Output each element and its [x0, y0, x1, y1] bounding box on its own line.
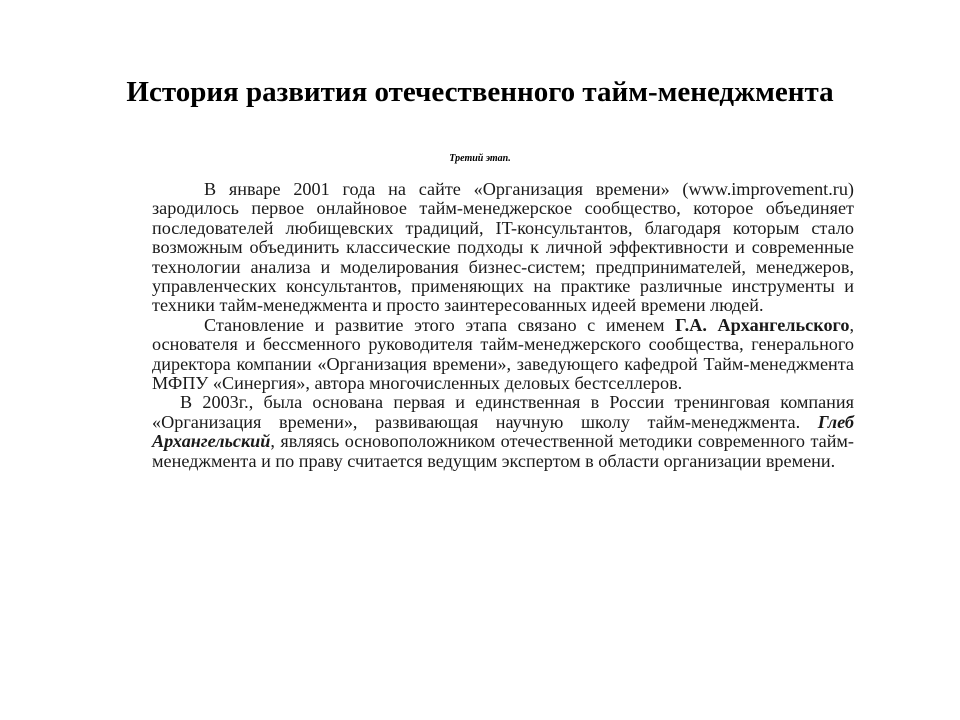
paragraph-3: [152, 393, 854, 471]
slide-title: История развития отечественного тайм-менеджмента: [126, 76, 834, 108]
paragraph-2-text-after: , основателя и бессменного руководителя тайм-менеджерского сообщества, генерального директора компании «Организация времени», заведующего кафедрой Тайм-менеджмента МФПУ «Синергия», автора многочисленных деловых бестселлеров.: [152, 314, 854, 394]
paragraph-2: [152, 316, 854, 394]
paragraph-3-text-after: , являясь основоположником отечественной методики современного тайм-менеджмента и по праву считается ведущим экспертом в области организации времени.: [152, 431, 854, 471]
paragraph-3-name: Глеб Архангельский: [152, 411, 854, 452]
paragraph-3-text-before: В 2003г., была основана первая и единственная в России тренинговая компания «Организация времени», развивающая научную школу тайм-менеджмента.: [152, 392, 854, 432]
paragraph-2-name: Г.А. Архангельского: [675, 314, 850, 335]
paragraph-1: В январе 2001 года на сайте «Организация времени» (www.improvement.ru) зародилось первое онлайновое тайм-менеджерское сообщество, которое объединяет последователей любищевских традиций, IT-консультантов, благодаря которым стало возможным объединить классические подходы к личной эффективности и современные технологии анализа и моделирования бизнес-систем; предпринимателей, менеджеров, управленческих консультантов, применяющих на практике различные инструменты и техники тайм-менеджмента и просто заинтересованных идеей времени людей.: [152, 179, 854, 316]
paragraph-2-text-before: Становление и развитие этого этапа связано с именем: [204, 314, 676, 335]
slide-subtitle: Третий этап.: [449, 153, 511, 164]
slide-body: [152, 180, 854, 471]
